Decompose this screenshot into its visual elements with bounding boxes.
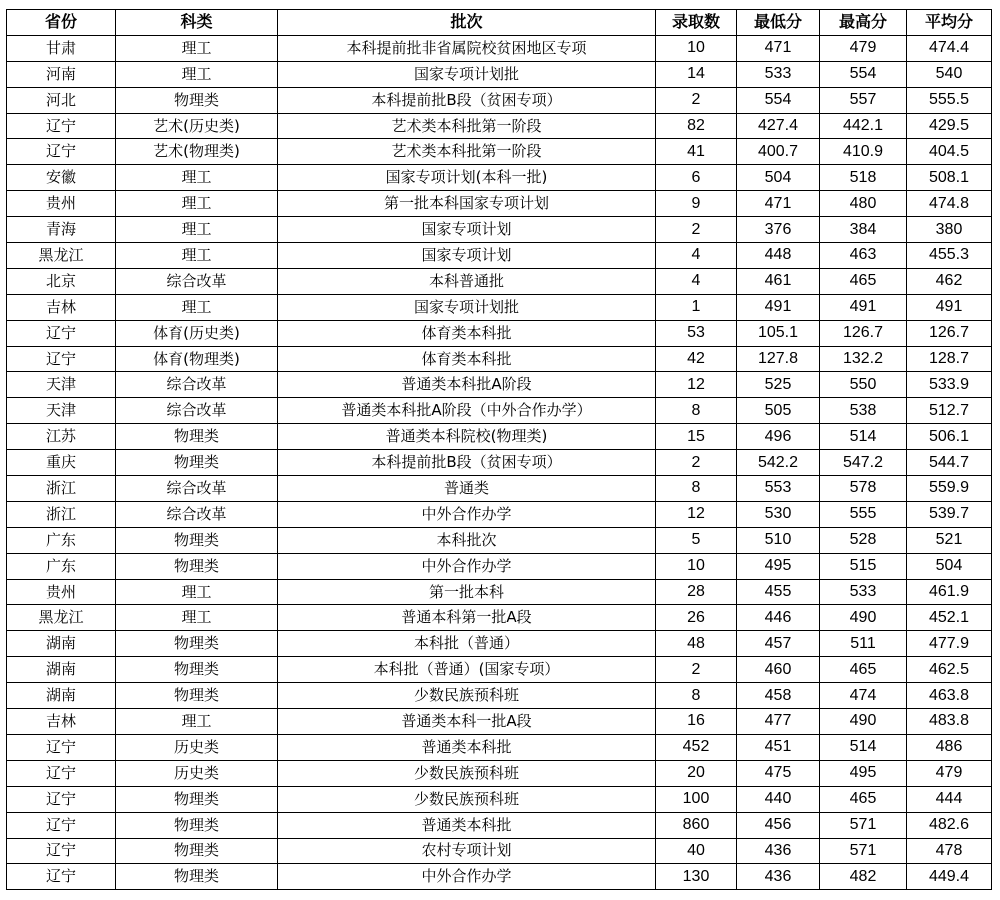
min-score-cell: 105.1 [737,320,820,346]
admitted-count-cell: 82 [656,113,737,139]
header-admitted-count: 录取数 [656,10,737,36]
subject-category-cell: 理工 [116,35,278,61]
province-cell: 河南 [7,61,116,87]
subject-category-cell: 综合改革 [116,372,278,398]
table-row [7,61,992,87]
batch-cell: 普通类本科批A阶段（中外合作办学） [278,398,656,424]
min-score-cell: 440 [737,786,820,812]
batch-cell: 本科提前批B段（贫困专项） [278,450,656,476]
table-row [7,579,992,605]
max-score-cell: 491 [820,294,907,320]
max-score-cell: 578 [820,476,907,502]
batch-cell: 艺术类本科批第一阶段 [278,113,656,139]
province-cell: 浙江 [7,476,116,502]
table-row [7,113,992,139]
table-row [7,553,992,579]
avg-score-cell: 477.9 [907,631,992,657]
admitted-count-cell: 20 [656,760,737,786]
table-row [7,424,992,450]
admitted-count-cell: 16 [656,709,737,735]
min-score-cell: 504 [737,165,820,191]
subject-category-cell: 艺术(物理类) [116,139,278,165]
min-score-cell: 477 [737,709,820,735]
avg-score-cell: 380 [907,217,992,243]
table-row [7,165,992,191]
avg-score-cell: 126.7 [907,320,992,346]
province-cell: 黑龙江 [7,243,116,269]
subject-category-cell: 体育(物理类) [116,346,278,372]
table-row [7,734,992,760]
table-row [7,320,992,346]
admitted-count-cell: 452 [656,734,737,760]
min-score-cell: 496 [737,424,820,450]
table-row [7,760,992,786]
max-score-cell: 490 [820,709,907,735]
subject-category-cell: 物理类 [116,527,278,553]
batch-cell: 本科普通批 [278,268,656,294]
batch-cell: 本科提前批非省属院校贫困地区专项 [278,35,656,61]
table-row [7,35,992,61]
province-cell: 辽宁 [7,760,116,786]
subject-category-cell: 物理类 [116,631,278,657]
province-cell: 安徽 [7,165,116,191]
admitted-count-cell: 12 [656,501,737,527]
min-score-cell: 460 [737,657,820,683]
province-cell: 湖南 [7,657,116,683]
max-score-cell: 465 [820,268,907,294]
admitted-count-cell: 9 [656,191,737,217]
min-score-cell: 451 [737,734,820,760]
subject-category-cell: 理工 [116,605,278,631]
min-score-cell: 525 [737,372,820,398]
table-row [7,476,992,502]
avg-score-cell: 455.3 [907,243,992,269]
subject-category-cell: 理工 [116,243,278,269]
province-cell: 浙江 [7,501,116,527]
subject-category-cell: 综合改革 [116,476,278,502]
min-score-cell: 471 [737,191,820,217]
max-score-cell: 463 [820,243,907,269]
max-score-cell: 482 [820,864,907,890]
min-score-cell: 554 [737,87,820,113]
avg-score-cell: 478 [907,838,992,864]
table-row [7,450,992,476]
header-province: 省份 [7,10,116,36]
admitted-count-cell: 1 [656,294,737,320]
batch-cell: 第一批本科国家专项计划 [278,191,656,217]
min-score-cell: 457 [737,631,820,657]
avg-score-cell: 512.7 [907,398,992,424]
admission-scores-table [6,9,992,890]
max-score-cell: 442.1 [820,113,907,139]
table-row [7,268,992,294]
avg-score-cell: 506.1 [907,424,992,450]
province-cell: 广东 [7,527,116,553]
avg-score-cell: 444 [907,786,992,812]
min-score-cell: 533 [737,61,820,87]
header-batch: 批次 [278,10,656,36]
max-score-cell: 410.9 [820,139,907,165]
admitted-count-cell: 4 [656,243,737,269]
subject-category-cell: 物理类 [116,553,278,579]
admitted-count-cell: 48 [656,631,737,657]
batch-cell: 少数民族预科班 [278,683,656,709]
subject-category-cell: 理工 [116,709,278,735]
max-score-cell: 555 [820,501,907,527]
admitted-count-cell: 8 [656,398,737,424]
table-row [7,605,992,631]
max-score-cell: 571 [820,838,907,864]
admitted-count-cell: 100 [656,786,737,812]
subject-category-cell: 物理类 [116,657,278,683]
subject-category-cell: 理工 [116,217,278,243]
subject-category-cell: 理工 [116,165,278,191]
table-row [7,683,992,709]
subject-category-cell: 物理类 [116,450,278,476]
min-score-cell: 461 [737,268,820,294]
table-row [7,372,992,398]
table-row [7,139,992,165]
min-score-cell: 510 [737,527,820,553]
max-score-cell: 490 [820,605,907,631]
avg-score-cell: 540 [907,61,992,87]
batch-cell: 中外合作办学 [278,553,656,579]
min-score-cell: 127.8 [737,346,820,372]
max-score-cell: 126.7 [820,320,907,346]
max-score-cell: 465 [820,657,907,683]
admitted-count-cell: 2 [656,657,737,683]
admitted-count-cell: 12 [656,372,737,398]
min-score-cell: 475 [737,760,820,786]
province-cell: 贵州 [7,191,116,217]
batch-cell: 普通类本科一批A段 [278,709,656,735]
avg-score-cell: 474.4 [907,35,992,61]
avg-score-cell: 463.8 [907,683,992,709]
admitted-count-cell: 41 [656,139,737,165]
max-score-cell: 132.2 [820,346,907,372]
batch-cell: 农村专项计划 [278,838,656,864]
avg-score-cell: 533.9 [907,372,992,398]
subject-category-cell: 艺术(历史类) [116,113,278,139]
table-row [7,191,992,217]
subject-category-cell: 理工 [116,191,278,217]
table-row [7,243,992,269]
subject-category-cell: 物理类 [116,786,278,812]
max-score-cell: 474 [820,683,907,709]
subject-category-cell: 综合改革 [116,501,278,527]
batch-cell: 少数民族预科班 [278,786,656,812]
province-cell: 辽宁 [7,113,116,139]
batch-cell: 本科提前批B段（贫困专项） [278,87,656,113]
avg-score-cell: 474.8 [907,191,992,217]
province-cell: 辽宁 [7,320,116,346]
header-avg-score: 平均分 [907,10,992,36]
subject-category-cell: 物理类 [116,838,278,864]
admitted-count-cell: 130 [656,864,737,890]
admitted-count-cell: 2 [656,450,737,476]
min-score-cell: 456 [737,812,820,838]
table-row [7,631,992,657]
province-cell: 辽宁 [7,346,116,372]
max-score-cell: 480 [820,191,907,217]
subject-category-cell: 综合改革 [116,268,278,294]
subject-category-cell: 物理类 [116,812,278,838]
max-score-cell: 550 [820,372,907,398]
max-score-cell: 547.2 [820,450,907,476]
avg-score-cell: 504 [907,553,992,579]
table-row [7,346,992,372]
batch-cell: 国家专项计划批 [278,294,656,320]
table-row [7,786,992,812]
subject-category-cell: 综合改革 [116,398,278,424]
header-subject-category: 科类 [116,10,278,36]
max-score-cell: 571 [820,812,907,838]
subject-category-cell: 理工 [116,61,278,87]
batch-cell: 普通类 [278,476,656,502]
table-row [7,838,992,864]
header-row [7,10,992,36]
admitted-count-cell: 40 [656,838,737,864]
min-score-cell: 542.2 [737,450,820,476]
max-score-cell: 554 [820,61,907,87]
max-score-cell: 479 [820,35,907,61]
subject-category-cell: 物理类 [116,424,278,450]
province-cell: 河北 [7,87,116,113]
admitted-count-cell: 14 [656,61,737,87]
province-cell: 辽宁 [7,786,116,812]
avg-score-cell: 486 [907,734,992,760]
max-score-cell: 515 [820,553,907,579]
max-score-cell: 465 [820,786,907,812]
batch-cell: 国家专项计划批 [278,61,656,87]
max-score-cell: 538 [820,398,907,424]
table-row [7,87,992,113]
avg-score-cell: 544.7 [907,450,992,476]
avg-score-cell: 491 [907,294,992,320]
subject-category-cell: 体育(历史类) [116,320,278,346]
min-score-cell: 446 [737,605,820,631]
province-cell: 辽宁 [7,864,116,890]
batch-cell: 普通类本科院校(物理类) [278,424,656,450]
province-cell: 青海 [7,217,116,243]
table-row [7,864,992,890]
admitted-count-cell: 10 [656,35,737,61]
province-cell: 辽宁 [7,139,116,165]
min-score-cell: 427.4 [737,113,820,139]
province-cell: 重庆 [7,450,116,476]
max-score-cell: 528 [820,527,907,553]
batch-cell: 国家专项计划(本科一批) [278,165,656,191]
min-score-cell: 458 [737,683,820,709]
min-score-cell: 400.7 [737,139,820,165]
province-cell: 贵州 [7,579,116,605]
avg-score-cell: 482.6 [907,812,992,838]
max-score-cell: 384 [820,217,907,243]
batch-cell: 本科批（普通）(国家专项） [278,657,656,683]
province-cell: 天津 [7,398,116,424]
avg-score-cell: 449.4 [907,864,992,890]
avg-score-cell: 461.9 [907,579,992,605]
table-row [7,398,992,424]
subject-category-cell: 物理类 [116,864,278,890]
avg-score-cell: 429.5 [907,113,992,139]
batch-cell: 本科批次 [278,527,656,553]
table-row [7,812,992,838]
admitted-count-cell: 10 [656,553,737,579]
province-cell: 北京 [7,268,116,294]
max-score-cell: 533 [820,579,907,605]
batch-cell: 普通类本科批 [278,734,656,760]
batch-cell: 中外合作办学 [278,501,656,527]
min-score-cell: 495 [737,553,820,579]
admitted-count-cell: 5 [656,527,737,553]
admitted-count-cell: 2 [656,87,737,113]
avg-score-cell: 483.8 [907,709,992,735]
avg-score-cell: 555.5 [907,87,992,113]
admitted-count-cell: 4 [656,268,737,294]
min-score-cell: 553 [737,476,820,502]
province-cell: 吉林 [7,709,116,735]
admitted-count-cell: 53 [656,320,737,346]
batch-cell: 体育类本科批 [278,346,656,372]
subject-category-cell: 历史类 [116,760,278,786]
table-row [7,527,992,553]
province-cell: 辽宁 [7,734,116,760]
admitted-count-cell: 860 [656,812,737,838]
avg-score-cell: 521 [907,527,992,553]
min-score-cell: 436 [737,864,820,890]
subject-category-cell: 理工 [116,294,278,320]
admitted-count-cell: 8 [656,683,737,709]
min-score-cell: 448 [737,243,820,269]
header-min-score: 最低分 [737,10,820,36]
subject-category-cell: 历史类 [116,734,278,760]
max-score-cell: 495 [820,760,907,786]
min-score-cell: 491 [737,294,820,320]
batch-cell: 普通类本科批 [278,812,656,838]
batch-cell: 体育类本科批 [278,320,656,346]
max-score-cell: 514 [820,734,907,760]
province-cell: 甘肃 [7,35,116,61]
province-cell: 广东 [7,553,116,579]
admitted-count-cell: 2 [656,217,737,243]
admitted-count-cell: 8 [656,476,737,502]
batch-cell: 普通类本科批A阶段 [278,372,656,398]
admitted-count-cell: 42 [656,346,737,372]
min-score-cell: 505 [737,398,820,424]
subject-category-cell: 物理类 [116,683,278,709]
province-cell: 天津 [7,372,116,398]
avg-score-cell: 479 [907,760,992,786]
min-score-cell: 436 [737,838,820,864]
min-score-cell: 471 [737,35,820,61]
province-cell: 辽宁 [7,838,116,864]
table-row [7,294,992,320]
batch-cell: 国家专项计划 [278,243,656,269]
avg-score-cell: 452.1 [907,605,992,631]
admitted-count-cell: 28 [656,579,737,605]
min-score-cell: 455 [737,579,820,605]
max-score-cell: 518 [820,165,907,191]
table-row [7,657,992,683]
avg-score-cell: 462 [907,268,992,294]
admitted-count-cell: 15 [656,424,737,450]
province-cell: 湖南 [7,631,116,657]
min-score-cell: 376 [737,217,820,243]
table-row [7,501,992,527]
min-score-cell: 530 [737,501,820,527]
avg-score-cell: 404.5 [907,139,992,165]
batch-cell: 本科批（普通） [278,631,656,657]
province-cell: 江苏 [7,424,116,450]
batch-cell: 普通本科第一批A段 [278,605,656,631]
max-score-cell: 511 [820,631,907,657]
table-row [7,709,992,735]
province-cell: 黑龙江 [7,605,116,631]
admitted-count-cell: 6 [656,165,737,191]
batch-cell: 国家专项计划 [278,217,656,243]
subject-category-cell: 理工 [116,579,278,605]
province-cell: 湖南 [7,683,116,709]
avg-score-cell: 462.5 [907,657,992,683]
admitted-count-cell: 26 [656,605,737,631]
avg-score-cell: 559.9 [907,476,992,502]
max-score-cell: 557 [820,87,907,113]
avg-score-cell: 508.1 [907,165,992,191]
header-max-score: 最高分 [820,10,907,36]
batch-cell: 中外合作办学 [278,864,656,890]
avg-score-cell: 128.7 [907,346,992,372]
subject-category-cell: 物理类 [116,87,278,113]
batch-cell: 艺术类本科批第一阶段 [278,139,656,165]
province-cell: 辽宁 [7,812,116,838]
table-row [7,217,992,243]
batch-cell: 第一批本科 [278,579,656,605]
province-cell: 吉林 [7,294,116,320]
avg-score-cell: 539.7 [907,501,992,527]
max-score-cell: 514 [820,424,907,450]
batch-cell: 少数民族预科班 [278,760,656,786]
